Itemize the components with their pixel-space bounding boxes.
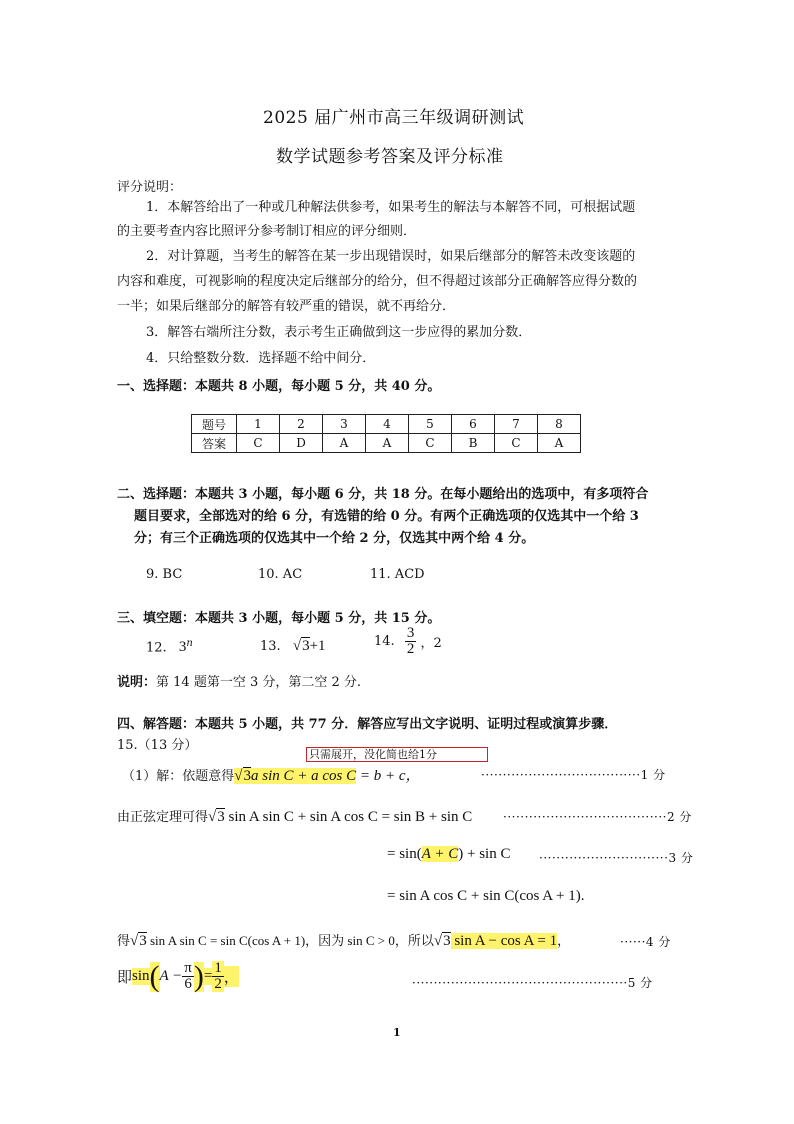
step6-tail: ，	[224, 966, 239, 987]
section3-note-text: 第 14 题第一空 3 分，第二空 2 分.	[156, 675, 362, 690]
answer-q13: 13. √3+1	[260, 638, 326, 654]
table-cell-number: 8	[538, 415, 581, 434]
q14-rest: ，2	[420, 636, 442, 651]
table-cell-number: 4	[366, 415, 409, 434]
step3-highlight: A + C	[421, 846, 459, 862]
q15-step2: 由正弦定理可得√3 sin A sin C + sin A cos C = sin B + sin C	[117, 809, 473, 825]
table-cell-number: 2	[280, 415, 323, 434]
q12-label: 12.	[146, 640, 167, 656]
q13-radicand: 3	[302, 638, 310, 654]
table-cell-answer: B	[452, 434, 495, 453]
grader-note-box: 只需展开，没化简也给1分	[306, 747, 488, 762]
answer-q9: 9. BC	[146, 567, 183, 582]
q15-step3	[387, 846, 510, 863]
section2-heading-line1: 二、选择题：本题共 3 小题，每小题 6 分，共 18 分。在每小题给出的选项中，有多项符合	[117, 487, 649, 502]
q15-step6: 即sin(A − $\frac{\pi}{6}$ )= $\frac{1}{2}$ ，	[117, 959, 239, 993]
answer-q11: 11. ACD	[370, 567, 425, 582]
section2-heading-line3: 分；有三个正确选项的仅选其中一个给 2 分，仅选其中两个给 4 分。	[134, 531, 535, 546]
step2-sqrt: 3	[217, 809, 225, 825]
step5-sqrt: 3	[139, 933, 147, 949]
step1-highlight: a sin C + a cos C	[251, 768, 357, 784]
table-cell-answer: D	[280, 434, 323, 453]
table-cell-number: 7	[495, 415, 538, 434]
step1-score: ·····································1 分	[481, 768, 666, 782]
table-cell-answer: A	[538, 434, 581, 453]
step6-sin: sin	[132, 968, 150, 984]
q15-label: 15.（13 分）	[117, 738, 198, 753]
q15-step5: 得√3 sin A sin C = sin C(cos A + 1)，因为 sin C > 0，所以√3 sin A − cos A = 1，	[117, 933, 571, 949]
section3-note	[117, 671, 361, 690]
q15-step1: （1）解：依题意得√3a sin C + a cos C = b + c，	[122, 768, 421, 784]
step2-score: ······································2 分	[503, 810, 692, 824]
step2-score-value: 2 分	[666, 810, 692, 824]
q14-label: 14.	[374, 634, 395, 649]
step3-pre: = sin(	[387, 846, 422, 862]
answer-q14	[374, 626, 442, 657]
step3-score: ······························3 分	[539, 851, 694, 865]
page-title: 2025 届广州市高三年级调研测试	[263, 108, 525, 128]
step6-half-fraction	[212, 961, 224, 992]
q14-numerator: 3	[406, 625, 415, 641]
step2-rest: sin A sin C + sin A cos C = sin B + sin C	[224, 809, 473, 825]
table-cell-answer: C	[237, 434, 280, 453]
grading-note-3: 3．解答右端所注分数，表示考生正确做到这一步应得的累加分数．	[146, 325, 532, 340]
step5-prefix: 得	[117, 934, 131, 949]
answer-q12	[146, 638, 193, 656]
page-number: 1	[393, 1026, 401, 1039]
section2-heading-line2: 题目要求，全部选对的给 6 分，有选错的给 0 分。有两个正确选项的仅选其中一个给 3	[134, 509, 639, 524]
step6-inner: A −	[159, 968, 183, 984]
step5-score-value: 4 分	[645, 935, 671, 949]
grading-note-2-line3: 一半；如果后继部分的解答有较严重的错误，就不再给分．	[117, 299, 456, 314]
table-cell-answer: A	[323, 434, 366, 453]
step6-pi-fraction	[182, 961, 194, 992]
section3-heading: 三、填空题：本题共 3 小题，每小题 5 分，共 15 分。	[117, 611, 441, 626]
step6-one: 1	[214, 960, 222, 976]
step2-prefix: 由正弦定理可得	[117, 810, 209, 825]
step6-score-value: 5 分	[627, 976, 653, 990]
grading-note-4: 4．只给整数分数．选择题不给中间分．	[146, 351, 376, 366]
step6-two: 2	[214, 976, 222, 992]
table-cell-answer: A	[366, 434, 409, 453]
q13-rest: +1	[309, 638, 326, 654]
table-cell-number: 6	[452, 415, 495, 434]
table-cell-number: 1	[237, 415, 280, 434]
answer-table-number-row	[192, 415, 581, 434]
step1-prefix: （1）解：依题意得	[122, 769, 235, 784]
step1-score-value: 1 分	[640, 768, 666, 782]
step6-score: ··················································5 分	[412, 976, 653, 990]
grading-note-2-line1: 2．对计算题，当考生的解答在某一步出现错误时，如果后继部分的解答未改变该题的	[146, 249, 636, 264]
answer-table	[191, 414, 581, 453]
table-cell-number: 3	[323, 415, 366, 434]
section3-note-label: 说明：	[117, 675, 157, 690]
step1-sqrt: 3	[243, 768, 252, 784]
table-cell-answer: C	[495, 434, 538, 453]
step3-score-value: 3 分	[668, 851, 694, 865]
grading-note-1-line1: 1．本解答给出了一种或几种解法供参考，如果考生的解法与本解答不同，可根据试题	[146, 200, 636, 215]
q13-label: 13.	[260, 639, 281, 654]
table-cell-answer: C	[409, 434, 452, 453]
q15-step4: = sin A cos C + sin C(cos A + 1).	[387, 888, 585, 904]
grading-note-1-line2: 的主要考查内容比照评分参考制订相应的评分细则．	[117, 224, 417, 239]
step6-eq: =	[203, 968, 213, 984]
grading-note-2-line2: 内容和难度，可视影响的程度决定后继部分的给分，但不得超过该部分正确解答应得分数的	[117, 274, 638, 289]
step6-prefix: 即	[117, 970, 133, 986]
step6-six: 6	[182, 976, 194, 992]
step5-score: ······4 分	[620, 935, 671, 949]
grading-notes-heading: 评分说明：	[117, 180, 183, 195]
q14-fraction	[405, 626, 417, 657]
answer-q10: 10. AC	[258, 567, 303, 582]
answer-table-answer-row	[192, 434, 581, 453]
step5-sqrt2: 3	[443, 933, 451, 949]
page-subtitle: 数学试题参考答案及评分标准	[276, 147, 504, 167]
section4-heading: 四、解答题：本题共 5 小题，共 77 分．解答应写出文字说明、证明过程或演算步骤．	[117, 717, 618, 732]
step5-tail: ，	[557, 934, 571, 949]
table-row-label: 答案	[192, 434, 237, 453]
q12-base: 3	[178, 639, 187, 656]
step6-pi: π	[184, 960, 192, 976]
section1-heading: 一、选择题：本题共 8 小题，每小题 5 分，共 40 分。	[117, 379, 441, 394]
q12-exponent: n	[186, 638, 193, 649]
step1-rest: = b + c，	[356, 768, 421, 784]
step3-post: ) + sin C	[458, 846, 511, 862]
step5-mid: sin A sin C = sin C(cos A + 1)，因为 sin C > 0，所以	[146, 933, 434, 948]
q14-denominator: 2	[406, 641, 415, 657]
table-cell-number: 5	[409, 415, 452, 434]
step5-highlight: sin A − cos A = 1	[450, 933, 558, 949]
table-row-label: 题号	[192, 415, 237, 434]
